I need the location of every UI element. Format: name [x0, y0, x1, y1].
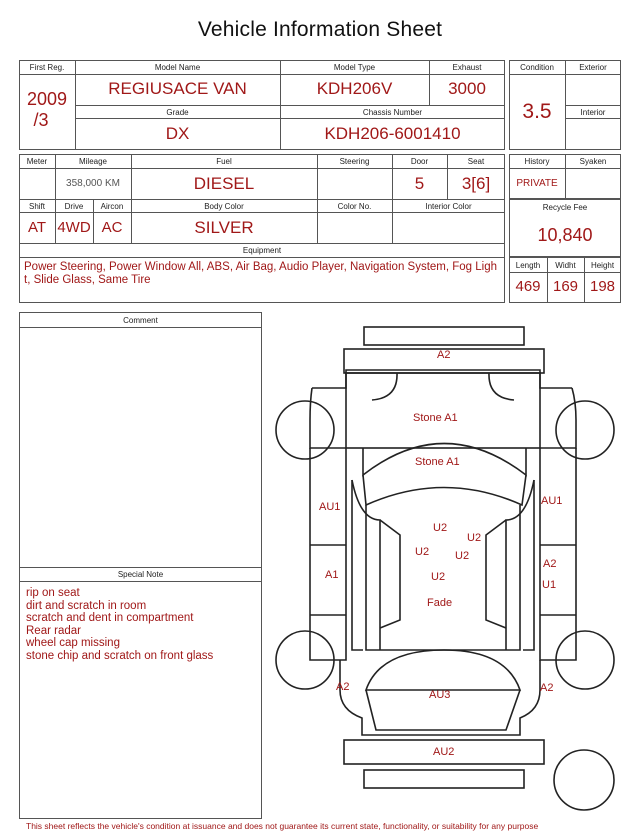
equipment-label: Equipment — [242, 246, 282, 255]
damage-au1-left: AU1 — [319, 501, 341, 513]
damage-a1-left: A1 — [325, 569, 339, 581]
damage-stone-a1-2: Stone A1 — [415, 456, 460, 468]
special-note-item: wheel cap missing — [26, 637, 120, 650]
fuel-value: DIESEL — [193, 174, 255, 193]
height-value: 198 — [589, 278, 616, 295]
model-name-value: REGIUSACE VAN — [108, 79, 247, 98]
recycle-fee-label: Recycle Fee — [542, 203, 588, 212]
exhaust-value: 3000 — [448, 79, 486, 98]
length-label: Length — [515, 261, 541, 270]
seat-label: Seat — [467, 157, 485, 166]
door-label: Door — [410, 157, 429, 166]
special-note-label: Special Note — [117, 570, 164, 579]
special-note-item: dirt and scratch in room — [26, 599, 147, 612]
grade-label: Grade — [166, 108, 189, 117]
damage-a2-right: A2 — [543, 558, 557, 570]
aircon-label: Aircon — [100, 202, 124, 211]
damage-a2-right-bottom: A2 — [540, 682, 554, 694]
damage-fade: Fade — [427, 597, 453, 609]
first-reg-month: /3 — [33, 110, 49, 130]
recycle-fee-value: 10,840 — [537, 225, 593, 245]
height-label: Height — [590, 261, 615, 270]
fuel-label: Fuel — [216, 157, 232, 166]
damage-a2-top: A2 — [437, 349, 451, 361]
width-value: 169 — [552, 278, 579, 295]
exhaust-label: Exhaust — [452, 63, 482, 72]
door-value: 5 — [414, 174, 425, 193]
special-note-item: stone chip and scratch on front glass — [26, 649, 214, 662]
body-color-value: SILVER — [194, 218, 254, 237]
equipment-value: Power Steering, Power Window All, ABS, Air Bag, Audio Player, Navigation System, Fog Light, Slide Glass, Same Tire — [24, 261, 498, 286]
special-note-item: rip on seat — [26, 587, 80, 599]
model-type-value: KDH206V — [316, 79, 393, 98]
length-value: 469 — [515, 278, 541, 295]
comment-label: Comment — [123, 316, 158, 325]
exterior-label: Exterior — [579, 63, 607, 72]
body-color-label: Body Color — [204, 202, 244, 211]
first-reg-year: 2009 — [26, 89, 68, 109]
chassis-label: Chassis Number — [362, 108, 423, 117]
history-value: PRIVATE — [516, 178, 558, 189]
drive-label: Drive — [64, 202, 84, 211]
damage-u2: U2 — [467, 532, 482, 544]
history-label: History — [524, 157, 550, 166]
first-reg-label: First Reg. — [29, 63, 65, 72]
steering-label: Steering — [339, 157, 370, 166]
model-type-label: Model Type — [333, 63, 376, 72]
shift-label: Shift — [28, 202, 45, 211]
width-label: Widht — [555, 261, 576, 270]
damage-au3: AU3 — [429, 689, 451, 701]
damage-au1-right: AU1 — [541, 495, 563, 507]
shift-value: AT — [27, 219, 47, 236]
syaken-label: Syaken — [579, 157, 607, 166]
condition-label: Condition — [520, 63, 554, 72]
special-note-item: scratch and dent in compartment — [26, 612, 194, 625]
drive-value: 4WD — [57, 219, 91, 236]
meter-label: Meter — [26, 157, 48, 166]
page-title: Vehicle Information Sheet — [197, 18, 443, 41]
mileage-label: Mileage — [78, 157, 107, 166]
damage-u2: U2 — [415, 546, 430, 558]
chassis-value: KDH206-6001410 — [324, 124, 461, 143]
damage-u2: U2 — [433, 522, 448, 534]
damage-au2: AU2 — [433, 746, 455, 758]
seat-value: 3[6] — [461, 174, 491, 193]
condition-score: 3.5 — [522, 100, 552, 123]
damage-u2: U2 — [455, 550, 470, 562]
grade-value: DX — [165, 124, 190, 143]
damage-stone-a1-1: Stone A1 — [413, 412, 458, 424]
color-no-label: Color No. — [337, 202, 372, 211]
damage-u2: U2 — [431, 571, 446, 583]
special-note-item: Rear radar — [26, 624, 81, 637]
damage-a2-left-bottom: A2 — [336, 681, 350, 693]
disclaimer: This sheet reflects the vehicle's condition at issuance and does not guarantee its current state, functionality, or suitability for any purpose — [26, 821, 539, 831]
mileage-value: 358,000 KM — [66, 178, 120, 189]
model-name-label: Model Name — [154, 63, 201, 72]
interior-color-label: Interior Color — [425, 202, 472, 211]
aircon-value: AC — [101, 219, 123, 236]
damage-u1-right: U1 — [542, 579, 557, 591]
interior-label: Interior — [580, 108, 606, 117]
